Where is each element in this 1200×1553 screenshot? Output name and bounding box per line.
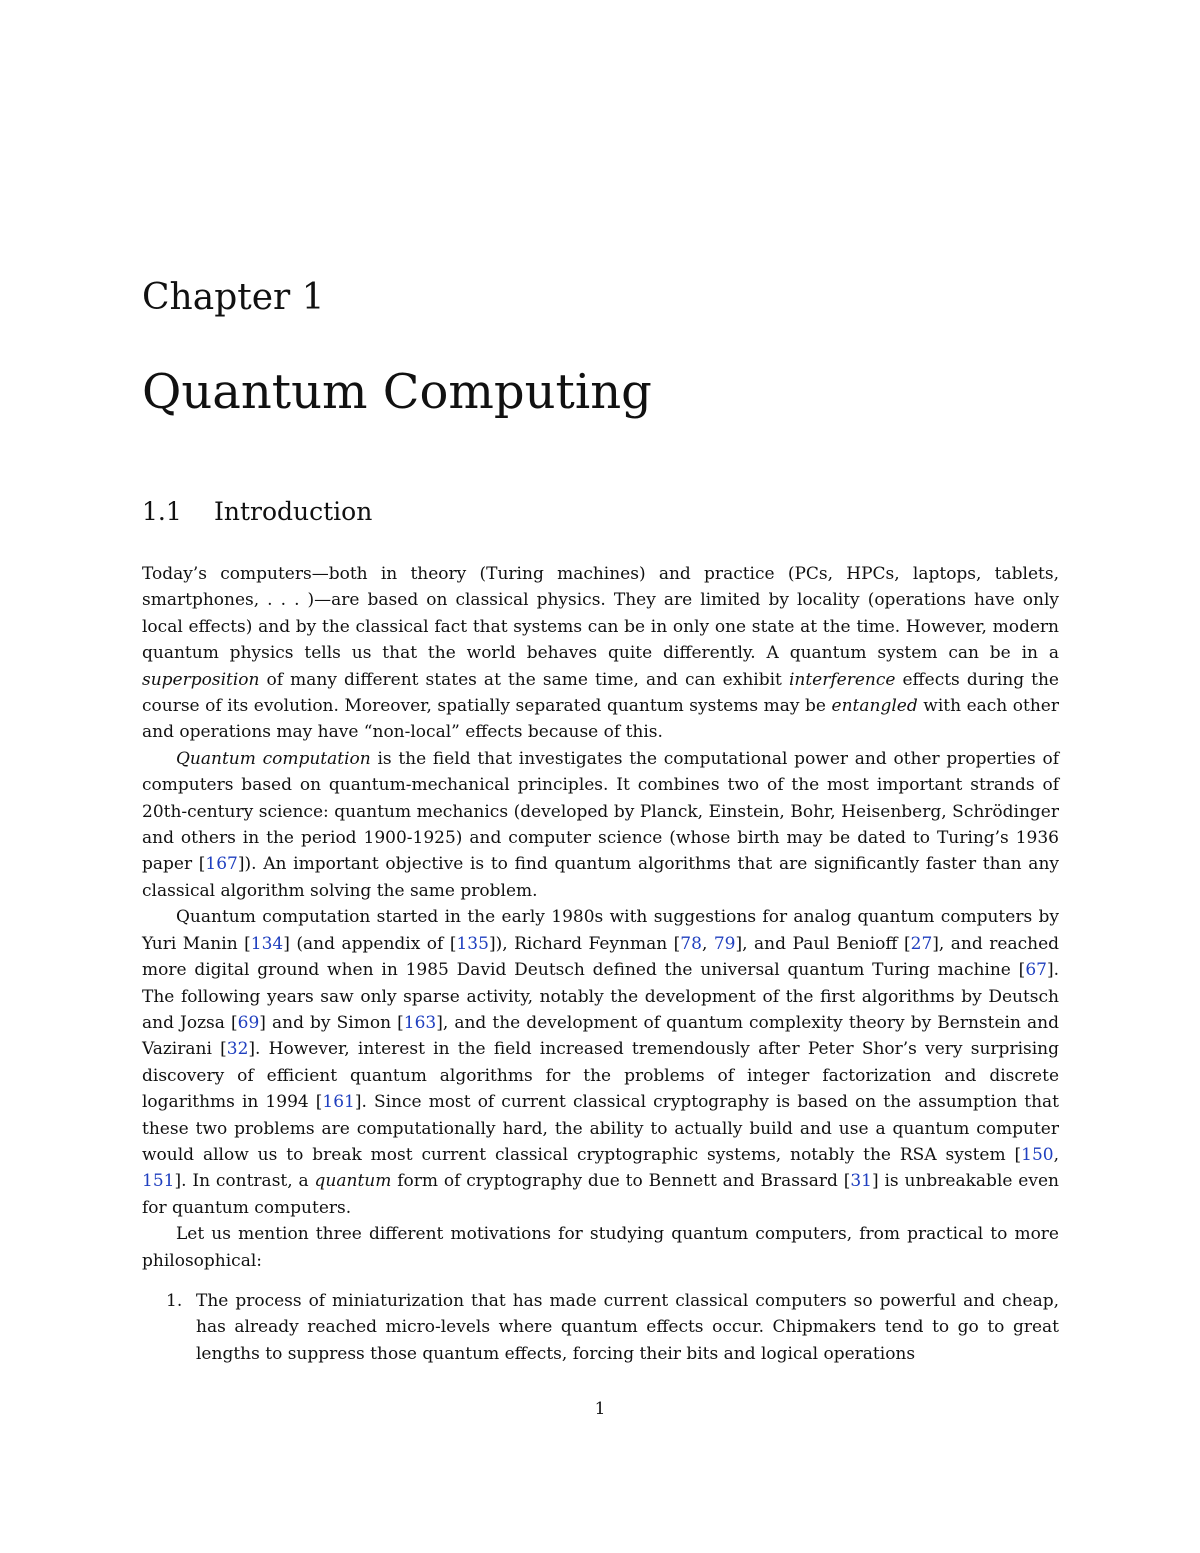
text-run: ], and reached more digital ground when in 1985 David Deutsch defined the universal quantum Turing machine [ [142, 933, 1060, 981]
text-run: ], and Paul Benioff [ [735, 933, 911, 954]
citation-link[interactable]: 78 [680, 933, 702, 954]
citation-link[interactable]: 32 [226, 1039, 249, 1060]
citation-link[interactable]: 163 [403, 1012, 437, 1033]
list-item [142, 1288, 1059, 1367]
paragraph-3 [142, 904, 1059, 1221]
chapter-label: Chapter 1 [142, 277, 325, 318]
citation-link[interactable]: 27 [910, 933, 933, 954]
citation-link[interactable]: 150 [1021, 1144, 1054, 1165]
section-heading [142, 494, 372, 530]
list-marker: 1. [166, 1290, 183, 1311]
citation-link[interactable]: 67 [1025, 960, 1047, 981]
text-run: ]. In contrast, a [174, 1171, 315, 1192]
page-number: 1 [594, 1399, 606, 1419]
text-run: Quantum computation started in the early 1980s with suggestions for analog quantum computers by Yuri Manin [ [142, 907, 1059, 954]
citation-link[interactable]: 79 [713, 933, 736, 954]
text-run: ]), Richard Feynman [ [488, 933, 681, 954]
text-run: ]. Since most of current classical cryptography is based on the assumption that these two problems are computationally hard, the ability to actually build and use a quantum computer would allow us to break most current classical cryptographic systems, notably the RSA system [ [142, 1092, 1060, 1165]
citation-link[interactable]: 161 [322, 1092, 355, 1113]
text-run: is the field that investigates the computational power and other properties of computers based on quantum-mechanical principles. It combines two of the most important strands of 20th-century science: quantum mechanics (developed by Planck, Einstein, Bohr, Heisenberg, Schrödinger and others in the period 1900-1925) and computer science (whose birth may be dated to Turing’s 1936 paper [ [142, 748, 1059, 875]
text-run: form of cryptography due to Bennett and Brassard [ [391, 1171, 851, 1192]
text-run: ]). An important objective is to find quantum algorithms that are significantly faster than any classical algorithm solving the same problem. [142, 854, 1059, 901]
citation-link[interactable]: 151 [142, 1171, 175, 1192]
text-run: ] is unbreakable even for quantum computers. [142, 1171, 1059, 1218]
citation-link[interactable]: 134 [250, 933, 284, 954]
text-run: ] (and appendix of [ [283, 933, 457, 954]
citation-link[interactable]: 167 [205, 854, 238, 875]
emphasis-quantum-computation: Quantum computation [176, 748, 371, 769]
citation-link[interactable]: 31 [850, 1171, 872, 1192]
text-run: , [1053, 1144, 1059, 1165]
emphasis-quantum: quantum [314, 1171, 392, 1192]
paragraph-1 [142, 561, 1059, 746]
paragraph-4: Let us mention three different motivations for studying quantum computers, from practical to more philosophical: [142, 1224, 1059, 1271]
text-run: ]. The following years saw only sparse activity, notably the development of the first algorithms by Deutsch and Jozsa [ [142, 960, 1059, 1033]
text-run: ], and the development of quantum complexity theory by Bernstein and Vazirani [ [142, 1012, 1059, 1060]
text-run: effects during the course of its evolution. Moreover, spatially separated quantum systems may be [142, 669, 1059, 717]
motivation-list [142, 1288, 1059, 1367]
chapter-title: Quantum Computing [142, 364, 652, 420]
emphasis-entangled: entangled [831, 696, 918, 717]
emphasis-superposition: superposition [142, 669, 260, 690]
body-text [142, 561, 1059, 1367]
text-run: ] and by Simon [ [259, 1012, 404, 1033]
text-run: ]. However, interest in the field increased tremendously after Peter Shor’s very surprising discovery of efficient quantum algorithms for the problems of integer factorization and discrete logarithms in 1994 [ [142, 1039, 1059, 1113]
citation-link[interactable]: 135 [456, 933, 489, 954]
emphasis-interference: interference [788, 669, 896, 690]
text-run: Today’s computers—both in theory (Turing machines) and practice (PCs, HPCs, laptops, tablets, smartphones, . . . )—are based on classical physics. They are limited by locality (operations have only local effects) and by the classical fact that systems can be in only one state at the time. However, modern quantum physics tells us that the world behaves quite differently. A quantum system can be in a [142, 564, 1059, 664]
text-run: with each other and operations may have “non-local” effects because of this. [142, 696, 1059, 743]
section-number: 1.1 [142, 497, 182, 526]
paragraph-2 [142, 746, 1059, 904]
list-item-text: The process of miniaturization that has made current classical computers so powerful and cheap, has already reached micro-levels where quantum effects occur. Chipmakers tend to go to great lengths to suppress those quantum effects, forcing their bits and logical operations [196, 1290, 1059, 1364]
citation-link[interactable]: 69 [237, 1012, 260, 1033]
section-title: Introduction [214, 497, 373, 526]
text-run: , [701, 933, 714, 954]
text-run: of many different states at the same time, and can exhibit [259, 669, 789, 690]
